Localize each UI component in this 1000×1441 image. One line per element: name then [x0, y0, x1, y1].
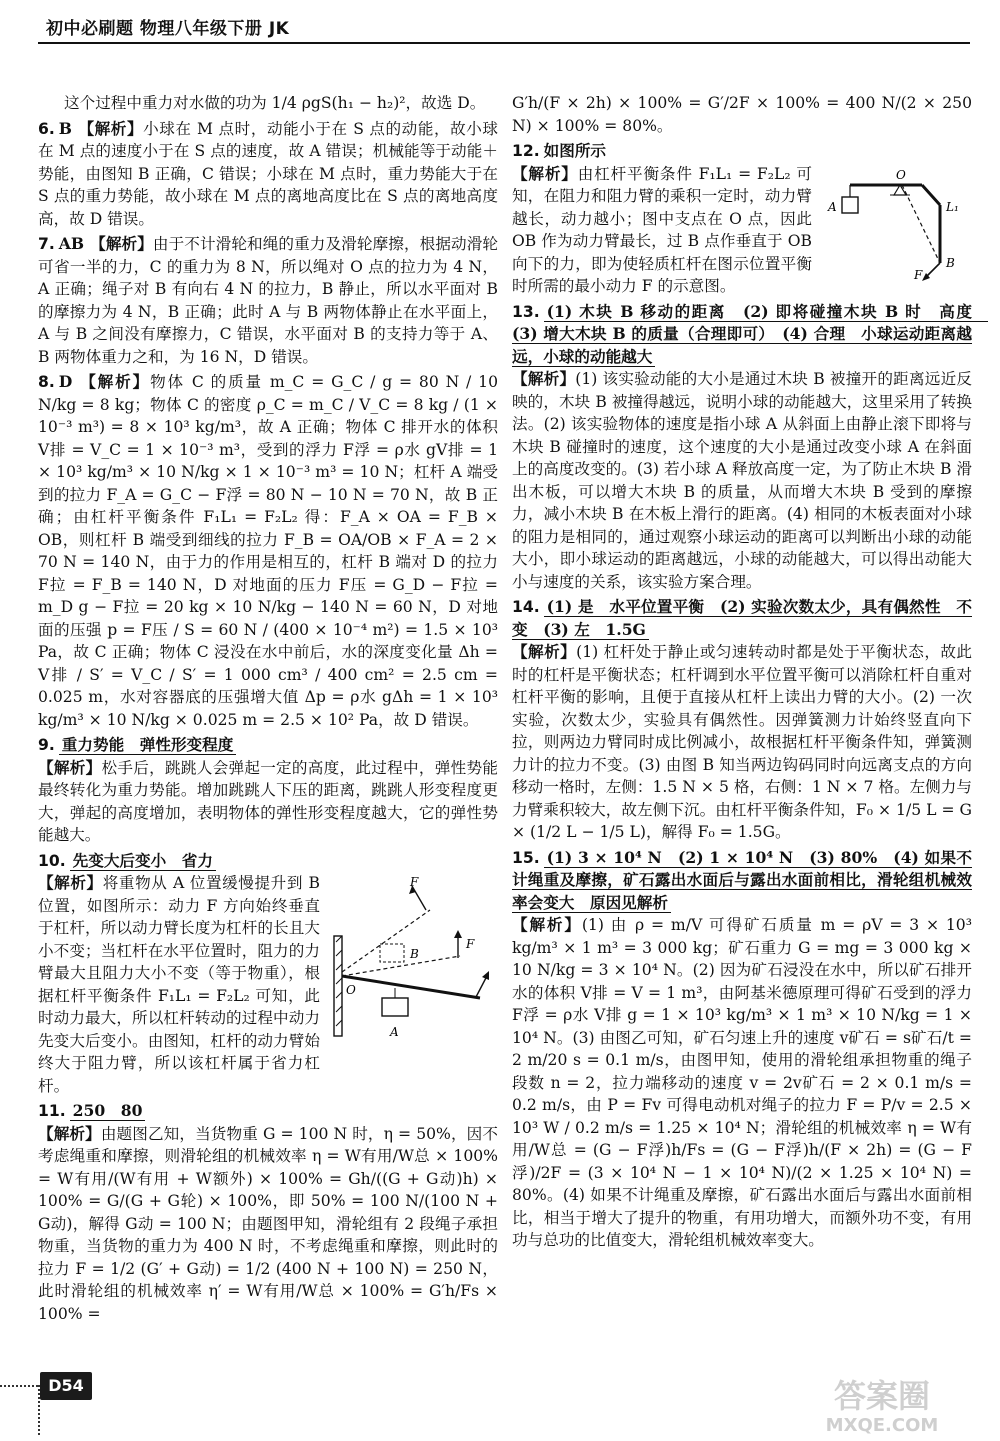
analysis-tag: 【解析】 [512, 642, 577, 661]
answer-6 [38, 118, 498, 231]
item-answer: 250 80 [70, 1101, 146, 1121]
item-answer: 重力势能 弹性形变程度 [59, 735, 237, 755]
lever-min-force-figure [822, 167, 972, 285]
item-answer: B [58, 118, 72, 138]
weight-B [380, 944, 404, 962]
analysis-text: 将重物从 A 位置缓慢提升到 B 位置，如图所示：动力 F 方向始终垂直于杠杆，所以动力臂长度为杠杆的长且大小不变；当杠杆在水平位置时，阻力的力臂最大且阻力大小不变（等于物重），根据杠杆平衡条件 F₁L₁ = F₂L₂ 可知，此时动力最大，所以杠杆转动的过程中动力先变大后变小。由图知，杠杆的动力臂始终大于阻力臂，所以该杠杆属于省力杠杆。 [38, 874, 320, 1095]
analysis-tag: 【解析】 [77, 118, 144, 138]
answer-13 [512, 301, 988, 594]
analysis-text: (1) 该实验动能的大小是通过木块 B 被撞开的距离远近反映的，木块 B 被撞得越远，说明小球的动能越大，这里采用了转换法。(2) 该实验物体的速度是指小球 A 从斜面上由静止滚下即将与木块 B 碰撞时的速度，这个速度的大小是通过改变小球 A 在斜面上的高度改变的。(3) 若小球 A 释放高度一定，为了防止木块 B 滑出木板，可以增大木块 B 的质量，从而增大木块 B 受到的摩擦力，减小木块 B 在木板上滑行的距离。(4) 相同的木板表面对小球的阻力是相同的，通过观察小球运动的距离可以判断出小球的动能大小，即小球运动的距离越远，小球的动能越大，可以得出动能大小与速度的关系，该实验方案合理。 [512, 370, 972, 591]
analysis-tag: 【解析】 [38, 873, 103, 892]
analysis-tag: 【解析】 [38, 1123, 101, 1143]
watermark-line1: 答案圈 [833, 1377, 931, 1415]
answer-12 [512, 140, 972, 298]
right-column [512, 92, 988, 1255]
left-column [38, 92, 498, 1328]
analysis-tag: 【解析】 [78, 372, 151, 391]
item-answer: (1) 是 水平位置平衡 (2) 实验次数太少，具有偶然性 不变 (3) 左 1.5G [512, 597, 972, 639]
label-F-mid: F [466, 937, 475, 951]
analysis-tag: 【解析】 [90, 234, 153, 253]
label-B: B [410, 947, 419, 961]
label-A: A [828, 199, 837, 214]
analysis-text: (1) 由 ρ = m/V 可得矿石质量 m = ρV = 3 × 10³ kg/m³ × 1 m³ = 3 000 kg；矿石重力 G = mg = 3 000 kg × 10 N/kg = 3 × 10⁴ N。(2) 因为矿石浸没在水中，所以矿石排开水的体积 V排 = V = 1 m³，由阿基米德原理可得矿石受到的浮力 F浮 = ρ水 V排 g = 1 × 10³ kg/m³ × 1 m³ × 10 N/kg = 1 × 10⁴ N。(3) 由图乙可知，矿石匀速上升的速度 v矿石 = s矿石/t = 2 m/20 s = 0.1 m/s，由图甲知，使用的滑轮组承担物重的绳子段数 n = 2，拉力端移动的速度 v = 2v矿石 = 2 × 0.1 m/s = 0.2 m/s，由 P = Fv 可得电动机对绳子的拉力 F = P/v = 2.5 × 10³ W / 0.2 m/s = 1.25 × 10⁴ N；滑轮组的机械效率 η = W有用/W总 = (G − F浮)h/Fs = (G − F浮)h/(F × 2h) = (G − F浮)/2F = (3 × 10⁴ N − 1 × 10⁴ N)/(2 × 1.25 × 10⁴ N) = 80%。(4) 如果不计绳重及摩擦，矿石露出水面后与露出水面前相比，相当于增大了提升的物重，有用功增大，而额外功不变，有用功与总功的比值变大，滑轮组机械效率变大。 [512, 916, 972, 1249]
item-answer: 先变大后变小 省力 [70, 851, 216, 871]
analysis-text: 由杠杆平衡条件 F₁L₁ = F₂L₂ 可知，在阻力和阻力臂的乘积一定时，动力臂越长，动力越小；图中支点在 O 点，因此 OB 作为动力臂最长，过 B 点作垂直于 OB 向下的力，即为使轻质杠杆在图示位置平衡时所需的最小动力 F 的示意图。 [512, 164, 812, 295]
label-O: O [896, 167, 906, 182]
watermark-line2: MXQE.COM [825, 1415, 939, 1435]
answer-14 [512, 596, 972, 844]
label-F: F [914, 267, 923, 282]
watermark-logo [784, 1373, 980, 1435]
weight-A [842, 197, 858, 213]
answer-9 [38, 734, 498, 847]
analysis-tag: 【解析】 [512, 915, 582, 934]
answer-10 [38, 850, 498, 1098]
answer-15 [512, 847, 972, 1252]
analysis-text: 松手后，跳跳人会弹起一定的高度，此过程中，弹性势能最终转化为重力势能。增加跳跳人下压的距离，跳跳人形变程度更大，弹起的高度增加，表明物体的弹性形变程度越大，它的弹性势能越大。 [38, 758, 498, 844]
item-number: 8. [38, 373, 55, 391]
item-answer: (1) 木块 B 移动的距离 (2) 即将碰撞木块 B 时 高度 (3) 增大木块 B 的质量（合理即可） (4) 合理 小球运动距离越远，小球的动能越大 [512, 301, 988, 366]
label-B: B [946, 255, 955, 270]
header-rule [38, 42, 970, 44]
answer-7 [38, 233, 498, 368]
analysis-text: 由题图乙知，当货物重 G = 100 N 时，η = 50%，因不考虑绳重和摩擦，则滑轮组的机械效率 η = W有用/W总 × 100% = W有用/(W有用 + W额外) × 100% = Gh/((G + G动)h) × 100% = G/(G + G轮) × 100%，即 50% = 100 N/(100 N + G动)，解得 G动 = 100 N；由题图甲知，滑轮组有 2 段绳子承担物重，当货物的重力为 400 N 时，不考虑绳重和摩擦，则此时的拉力 F = 1/2 (G′ + G动) = 1/2 (400 N + 100 N) = 250 N，此时滑轮组的机械效率 η′ = W有用/W总 × 100% = G′h/Fs × 100% = [38, 1124, 498, 1323]
item-number: 15. [512, 848, 540, 867]
item-number: 6. [38, 119, 55, 138]
label-A: A [390, 1025, 399, 1039]
item-answer: D [58, 372, 73, 391]
analysis-text: (1) 杠杆处于静止或匀速转动时都是处于平衡状态，故此时的杠杆是平衡状态；杠杆调到水平位置平衡可以消除杠杆自重对杠杆平衡的影响，且便于直接从杠杆上读出力臂的大小。(2) 一次实验，次数太少，实验具有偶然性。因弹簧测力计始终竖直向下拉，则两边力臂同时成比例减小，故根据杠杆平衡条件知，弹簧测力计的拉力不变。(3) 由图 B 知当两边钩码同时向远离支点的方向移动一格时，左侧：1.5 N × 5 格，右侧：1 N × 7 格。左侧力与力臂乘积较大，故左侧下沉。由杠杆平衡条件知，F₀ × 1/5 L = G × (1/2 L − 1/5 L)，解得 F₀ = 1.5G。 [512, 643, 972, 841]
label-L1: L₁ [946, 199, 959, 214]
lever-bar [342, 976, 480, 998]
item-answer: 如图所示 [543, 141, 607, 160]
item-number: 13. [512, 302, 540, 321]
lever-rotation-figure [330, 876, 498, 1058]
item-number: 7. [38, 235, 55, 253]
analysis-tag: 【解析】 [512, 369, 576, 388]
item-answer: (1) 3 × 10⁴ N (2) 1 × 10⁴ N (3) 80% (4) 如果不计绳重及摩擦，矿石露出水面后与露出水面前相比，滑轮组机械效率会变大 原因见解析 [512, 847, 972, 912]
analysis-tag: 【解析】 [38, 757, 102, 777]
corner-dotted-line [0, 1385, 38, 1387]
label-O: O [346, 983, 356, 997]
item-number: 9. [38, 736, 55, 754]
lever-upper-dashed [342, 910, 430, 972]
item-number: 14. [512, 598, 540, 616]
item-answer: AB [58, 234, 85, 253]
right-intro: G′h/(F × 2h) × 100% = G′/2F × 100% = 400 N/(2 × 250 N) × 100% = 80%。 [512, 94, 972, 135]
answer-11 [38, 1100, 498, 1325]
item-number: 12. [512, 142, 540, 160]
header-title: 初中必刷题 物理八年级下册 JK [46, 19, 290, 39]
left-intro: 这个过程中重力对水做的功为 1/4 ρgS(h₁ − h₂)²，故选 D。 [64, 94, 486, 112]
item-number: 10. [38, 851, 66, 870]
item-number: 11. [38, 1102, 66, 1120]
analysis-tag: 【解析】 [512, 163, 578, 183]
analysis-text: 物体 C 的质量 m_C = G_C / g = 80 N / 10 N/kg = 8 kg；物体 C 的密度 ρ_C = m_C / V_C = 8 kg / (1 × 10⁻³ m³) = 8 × 10³ kg/m³，故 A 正确；物体 C 排开水的体积 V排 = V_C = 1 × 10⁻³ m³，受到的浮力 F浮 = ρ水 gV排 = 1 × 10³ kg/m³ × 10 N/kg × 1 × 10⁻³ m³ = 10 N；杠杆 A 端受到的拉力 F_A = G_C − F浮 = 80 N − 10 N = 70 N，故 B 正确；由杠杆平衡条件 F₁L₁ = F₂L₂ 得：F_A × OA = F_B × OB，则杠杆 B 端受到细线的拉力 F_B = OA/OB × F_A = 2 × 70 N = 140 N，由于力的作用是相互的，杠杆 B 端对 D 的拉力 F拉 = F_B = 140 N，D 对地面的压力 F压 = G_D − F拉 = m_D g − F拉 = 20 kg × 10 N/kg − 140 N = 60 N，D 对地面的压强 p = F压 / S = 60 N / (400 × 10⁻⁴ m²) = 1.5 × 10³ Pa，故 C 正确；物体 C 浸没在水中前后，水的深度变化量 Δh = V排 / S′ = V_C / S′ = 1 000 cm³ / 400 cm² = 2.5 cm = 0.025 m，水对容器底的压强增大值 Δp = ρ水 gΔh = 1 × 10³ kg/m³ × 10 N/kg × 0.025 m = 2.5 × 10² Pa，故 D 错误。 [38, 373, 498, 729]
weight-A [382, 998, 408, 1016]
answer-8 [38, 371, 498, 731]
analysis-text: 小球在 M 点时，动能小于在 S 点的动能，故小球在 M 点的速度小于在 S 点的速度，故 A 错误；机械能等于动能＋势能，由图知 B 正确，C 错误；小球在 M 点时，重力势能大于在 S 点的重力势能，故小球在 M 点的离地高度比在 S 点的离地高度高，故 D 错误。 [38, 119, 498, 228]
label-F-upper: F [410, 876, 419, 889]
page-number: D54 [40, 1372, 92, 1400]
analysis-text: 由于不计滑轮和绳的重力及滑轮摩擦，根据动滑轮可省一半的力，C 的重力为 8 N，所以绳对 O 点的拉力为 4 N，A 正确；绳子对 B 有向右 4 N 的拉力，B 静止，所以水平面对 B 的摩擦力为 4 N，B 正确；此时 A 与 B 两物体静止在水平面上，A 与 B 之间没有摩擦力，C 错误，水平面对 B 的支持力等于 A、B 两物体重力之和，为 16 N，D 错误。 [38, 235, 498, 366]
page-header [38, 6, 970, 46]
